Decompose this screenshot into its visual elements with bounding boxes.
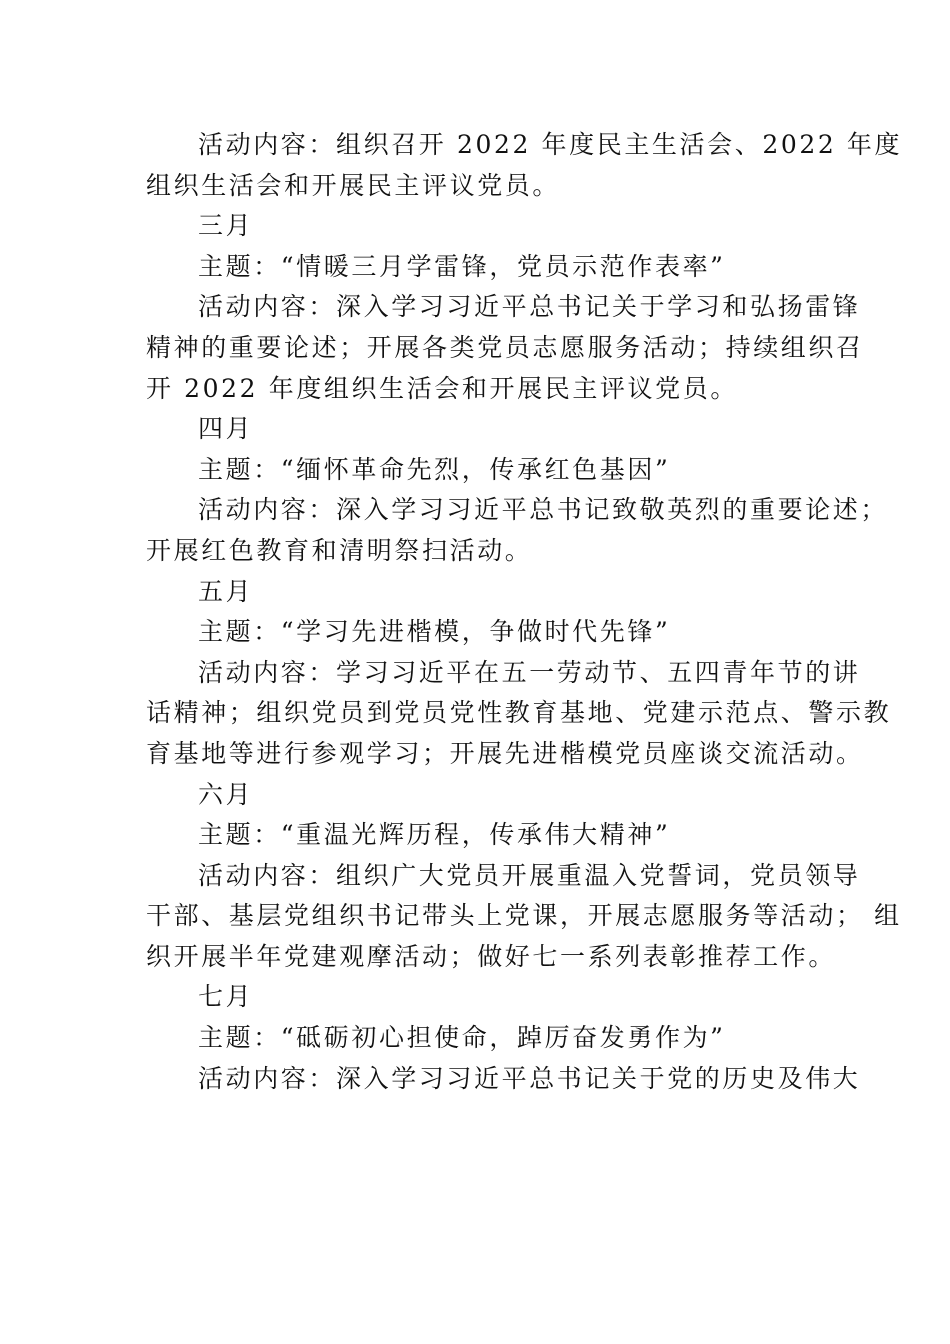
paragraph-line: 组织生活会和开展民主评议党员。	[146, 170, 561, 200]
paragraph-line: 精神的重要论述；开展各类党员志愿服务活动；持续组织召	[146, 332, 864, 362]
paragraph-line: 活动内容：深入学习习近平总书记致敬英烈的重要论述；	[198, 495, 889, 525]
paragraph-line: 开 2022 年度组织生活会和开展民主评议党员。	[146, 373, 738, 403]
paragraph-line: 活动内容：学习习近平在五一劳动节、五四青年节的讲	[198, 657, 861, 687]
month-heading: 三月	[198, 211, 254, 241]
paragraph-line: 育基地等进行参观学习；开展先进楷模党员座谈交流活动。	[146, 738, 864, 768]
theme-line: 主题：“缅怀革命先烈，传承红色基因”	[198, 454, 671, 484]
paragraph-line: 织开展半年党建观摩活动；做好七一系列表彰推荐工作。	[146, 941, 837, 971]
paragraph-line: 开展红色教育和清明祭扫活动。	[146, 535, 533, 565]
month-heading: 六月	[198, 779, 254, 809]
theme-line: 主题：“重温光辉历程，传承伟大精神”	[198, 820, 671, 850]
paragraph-line: 活动内容：深入学习习近平总书记关于学习和弘扬雷锋	[198, 292, 861, 322]
document-body	[146, 125, 903, 1099]
theme-line: 主题：“学习先进楷模，争做时代先锋”	[198, 617, 671, 647]
theme-line: 主题：“情暖三月学雷锋，党员示范作表率”	[198, 251, 726, 281]
theme-line: 主题：“砥砺初心担使命，踔厉奋发勇作为”	[198, 1023, 726, 1053]
paragraph-line: 干部、基层党组织书记带头上党课，开展志愿服务等活动； 组	[146, 901, 902, 931]
month-heading: 七月	[198, 982, 254, 1012]
month-heading: 四月	[198, 414, 254, 444]
paragraph-line: 活动内容：深入学习习近平总书记关于党的历史及伟大	[198, 1063, 861, 1093]
month-heading: 五月	[198, 576, 254, 606]
paragraph-line: 活动内容：组织广大党员开展重温入党誓词，党员领导	[198, 860, 861, 890]
paragraph-line: 话精神；组织党员到党员党性教育基地、党建示范点、警示教	[146, 698, 892, 728]
paragraph-line: 活动内容：组织召开 2022 年度民主生活会、2022 年度	[198, 130, 903, 159]
